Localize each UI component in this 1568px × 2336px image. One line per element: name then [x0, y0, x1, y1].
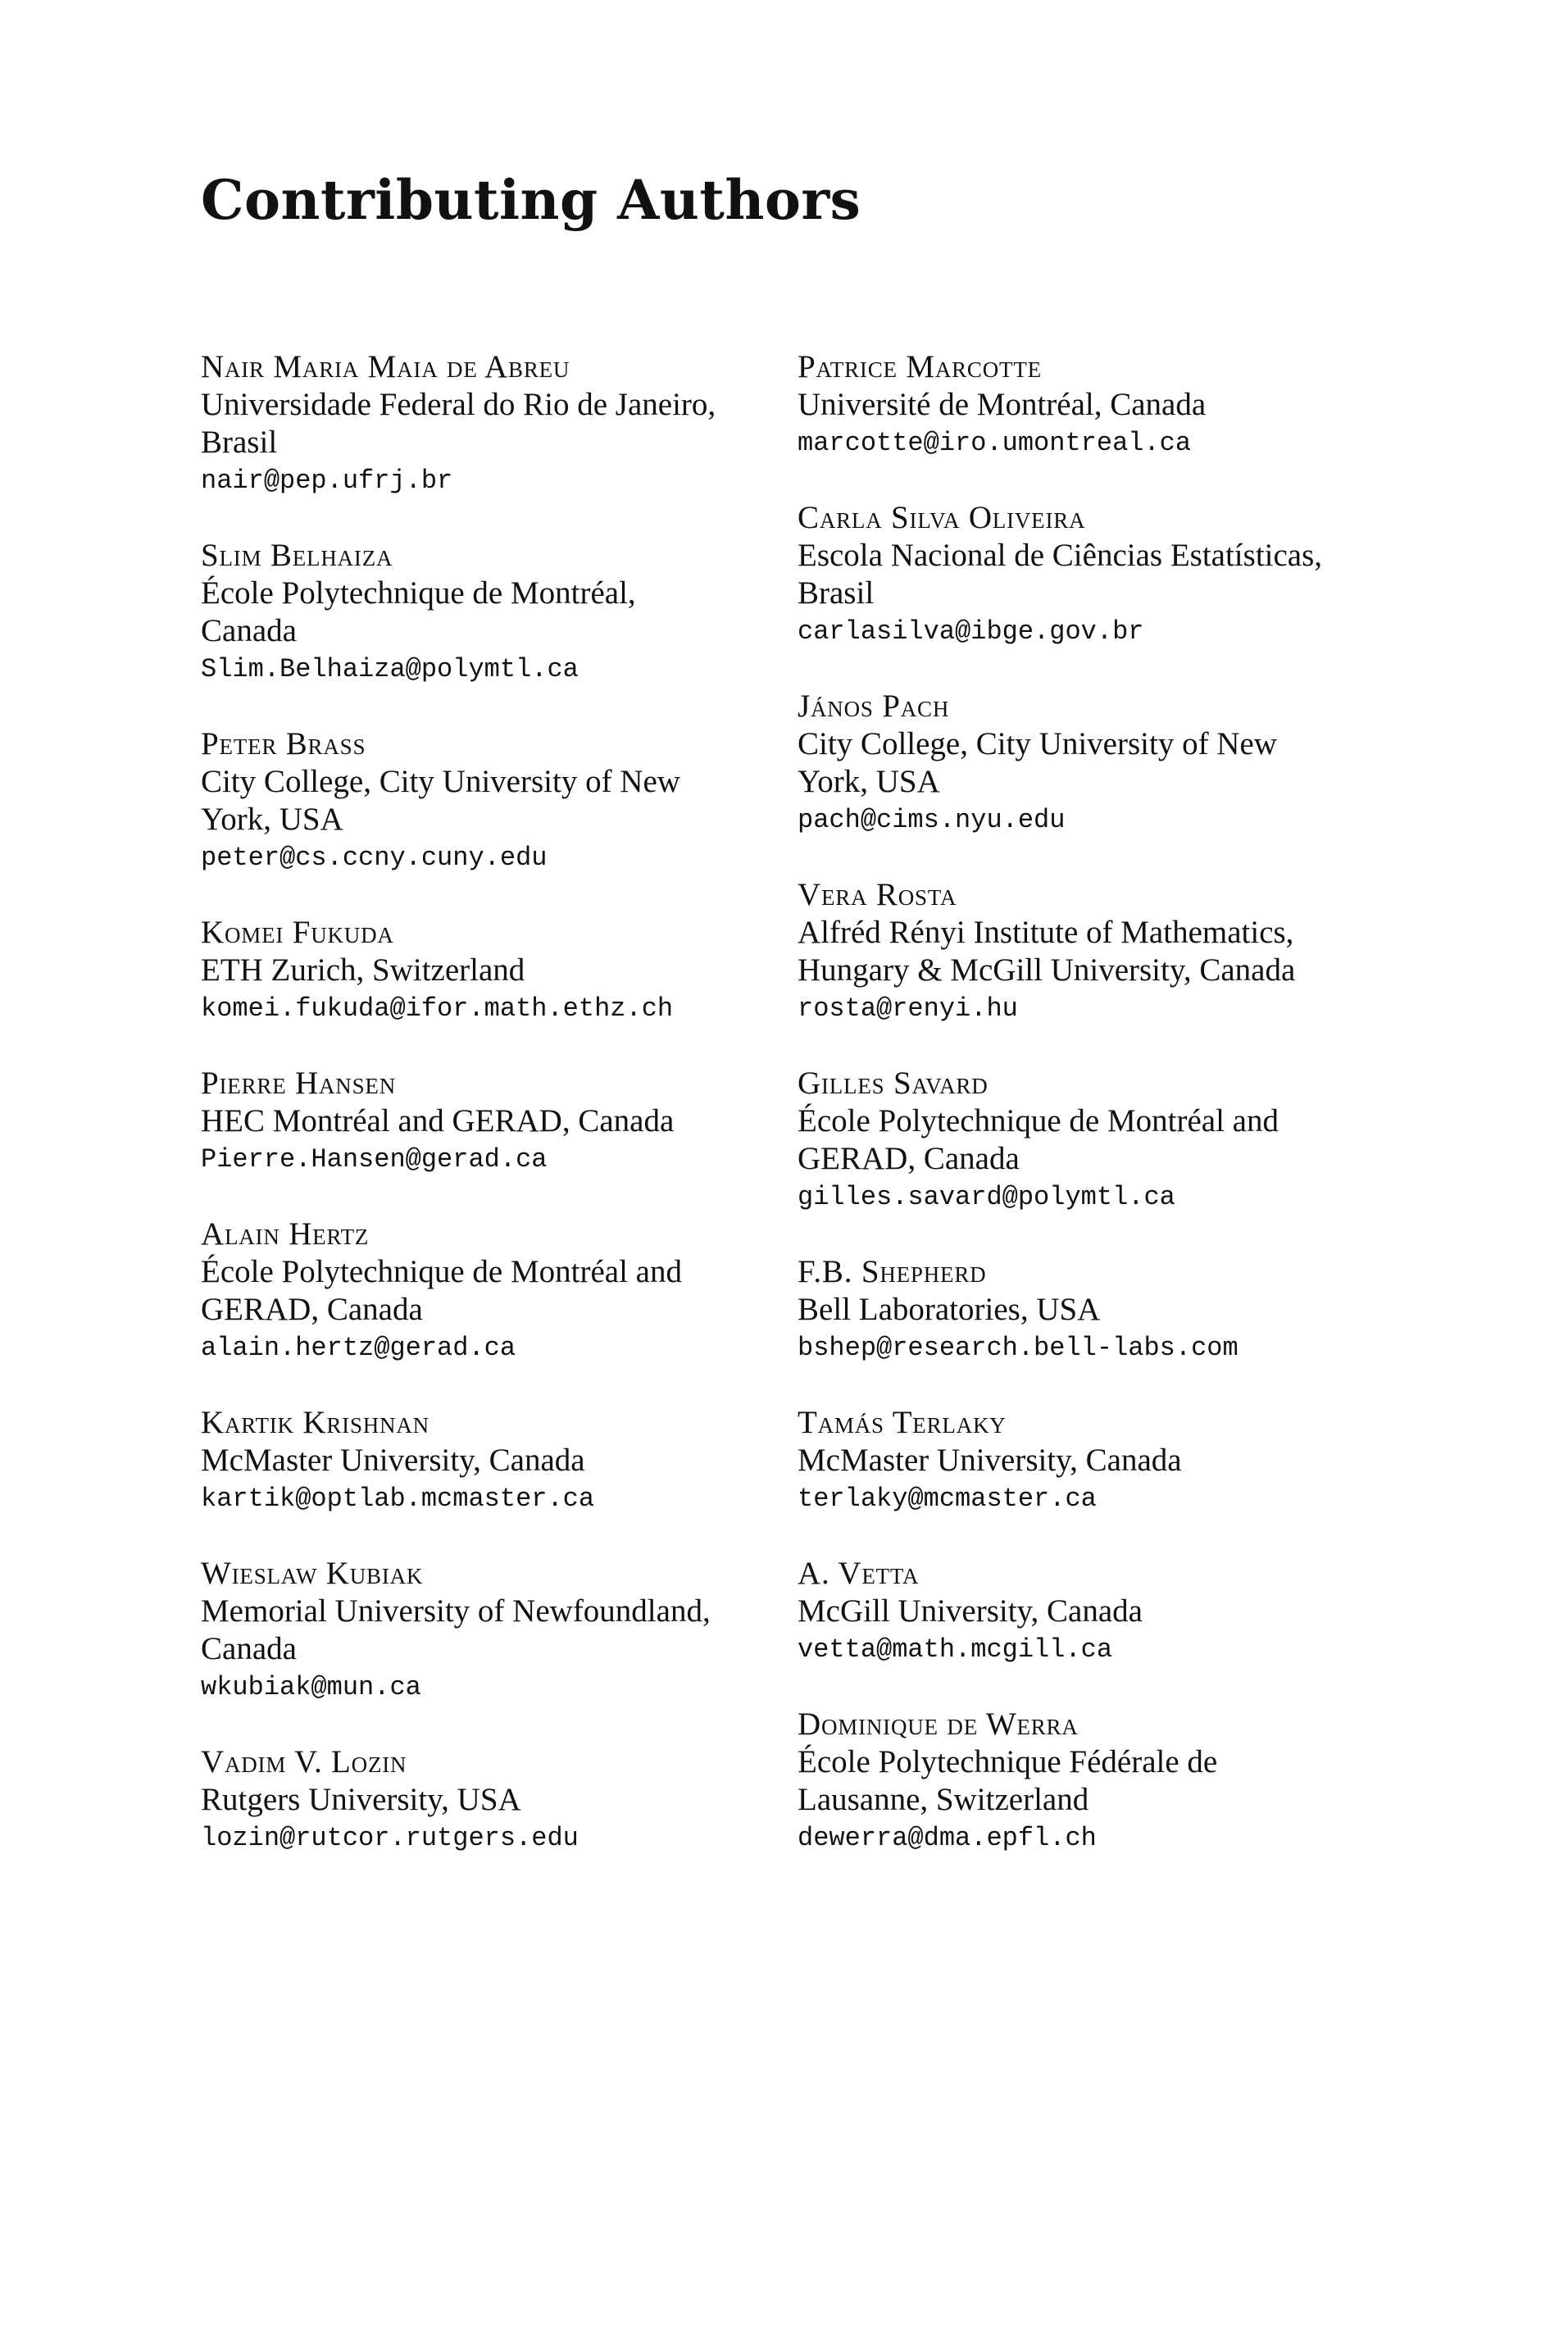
- author-affiliation: Universidade Federal do Rio de Janeiro,: [201, 387, 716, 422]
- author-entry: [798, 1065, 1404, 1217]
- author-entry: [798, 1404, 1404, 1519]
- author-email[interactable]: gilles.savard@polymtl.ca: [798, 1182, 1175, 1212]
- author-affiliation: Lausanne, Switzerland: [798, 1782, 1089, 1817]
- author-affiliation: HEC Montréal and GERAD, Canada: [201, 1103, 675, 1138]
- author-name: János Pach: [798, 689, 950, 724]
- author-affiliation: ETH Zurich, Switzerland: [201, 952, 525, 988]
- author-affiliation: Alfréd Rényi Institute of Mathematics,: [798, 915, 1294, 950]
- author-name: Alain Hertz: [201, 1216, 370, 1252]
- author-entry: [201, 348, 775, 501]
- author-email[interactable]: alain.hertz@gerad.ca: [201, 1333, 516, 1363]
- author-entry: [201, 914, 775, 1029]
- author-entry: [201, 537, 775, 689]
- author-affiliation: Brasil: [798, 575, 875, 611]
- author-email[interactable]: komei.fukuda@ifor.math.ethz.ch: [201, 993, 674, 1024]
- author-email[interactable]: bshep@research.bell-labs.com: [798, 1333, 1238, 1363]
- author-affiliation: Canada: [201, 613, 297, 648]
- author-entry: [798, 688, 1404, 840]
- author-email[interactable]: lozin@rutcor.rutgers.edu: [201, 1823, 579, 1853]
- author-list-left: [201, 348, 775, 1894]
- author-affiliation: GERAD, Canada: [201, 1292, 423, 1327]
- author-email[interactable]: dewerra@dma.epfl.ch: [798, 1823, 1097, 1853]
- author-entry: [201, 1743, 775, 1858]
- author-name: F.B. Shepherd: [798, 1254, 987, 1289]
- author-affiliation: École Polytechnique Fédérale de: [798, 1744, 1218, 1779]
- author-affiliation: GERAD, Canada: [798, 1141, 1020, 1176]
- author-entry: [798, 1253, 1404, 1368]
- author-email[interactable]: wkubiak@mun.ca: [201, 1672, 421, 1702]
- author-name: Slim Belhaiza: [201, 538, 393, 573]
- author-name: Kartik Krishnan: [201, 1405, 429, 1440]
- author-name: Patrice Marcotte: [798, 349, 1042, 384]
- author-email[interactable]: terlaky@mcmaster.ca: [798, 1484, 1097, 1514]
- author-affiliation: Canada: [201, 1631, 297, 1666]
- author-affiliation: École Polytechnique de Montréal and: [798, 1103, 1279, 1138]
- author-entry: [798, 1555, 1404, 1670]
- author-affiliation: York, USA: [798, 764, 940, 799]
- author-entry: [798, 1706, 1404, 1858]
- author-affiliation: Rutgers University, USA: [201, 1782, 521, 1817]
- author-affiliation: City College, City University of New: [798, 726, 1277, 761]
- author-email[interactable]: carlasilva@ibge.gov.br: [798, 616, 1144, 647]
- author-affiliation: École Polytechnique de Montréal,: [201, 575, 636, 611]
- author-affiliation: Escola Nacional de Ciências Estatísticas,: [798, 538, 1323, 573]
- author-name: Nair Maria Maia de Abreu: [201, 349, 570, 384]
- page-title: Contributing Authors: [201, 168, 861, 232]
- author-affiliation: City College, City University of New: [201, 764, 680, 799]
- author-affiliation: Université de Montréal, Canada: [798, 387, 1207, 422]
- author-email[interactable]: rosta@renyi.hu: [798, 993, 1018, 1024]
- author-email[interactable]: marcotte@iro.umontreal.ca: [798, 428, 1192, 458]
- author-name: Vadim V. Lozin: [201, 1744, 407, 1779]
- author-name: Wieslaw Kubiak: [201, 1556, 424, 1591]
- author-affiliation: Hungary & McGill University, Canada: [798, 952, 1296, 988]
- author-name: Carla Silva Oliveira: [798, 500, 1086, 535]
- author-email[interactable]: pach@cims.nyu.edu: [798, 805, 1066, 835]
- author-email[interactable]: peter@cs.ccny.cuny.edu: [201, 843, 548, 873]
- author-email[interactable]: Slim.Belhaiza@polymtl.ca: [201, 654, 579, 684]
- author-email[interactable]: nair@pep.ufrj.br: [201, 466, 453, 496]
- author-affiliation: York, USA: [201, 802, 343, 837]
- author-entry: [201, 1065, 775, 1179]
- author-name: Tamás Terlaky: [798, 1405, 1007, 1440]
- author-email[interactable]: Pierre.Hansen@gerad.ca: [201, 1144, 548, 1175]
- author-entry: [798, 876, 1404, 1029]
- author-email[interactable]: kartik@optlab.mcmaster.ca: [201, 1484, 595, 1514]
- author-name: Gilles Savard: [798, 1066, 989, 1101]
- author-entry: [798, 499, 1404, 652]
- author-name: Dominique de Werra: [798, 1707, 1079, 1742]
- author-name: Peter Brass: [201, 726, 366, 761]
- author-affiliation: Bell Laboratories, USA: [798, 1292, 1101, 1327]
- author-name: Pierre Hansen: [201, 1066, 397, 1101]
- author-affiliation: McMaster University, Canada: [201, 1443, 585, 1478]
- author-entry: [201, 1404, 775, 1519]
- author-entry: [798, 348, 1404, 463]
- author-name: Komei Fukuda: [201, 915, 394, 950]
- author-entry: [201, 1555, 775, 1707]
- author-entry: [201, 1216, 775, 1368]
- author-name: A. Vetta: [798, 1556, 920, 1591]
- author-list-right: [798, 348, 1404, 1894]
- author-affiliation: Memorial University of Newfoundland,: [201, 1593, 711, 1629]
- author-entry: [201, 725, 775, 878]
- author-affiliation: McMaster University, Canada: [798, 1443, 1182, 1478]
- author-affiliation: Brasil: [201, 425, 278, 460]
- author-email[interactable]: vetta@math.mcgill.ca: [798, 1634, 1113, 1665]
- author-affiliation: École Polytechnique de Montréal and: [201, 1254, 682, 1289]
- author-affiliation: McGill University, Canada: [798, 1593, 1143, 1629]
- author-name: Vera Rosta: [798, 877, 957, 912]
